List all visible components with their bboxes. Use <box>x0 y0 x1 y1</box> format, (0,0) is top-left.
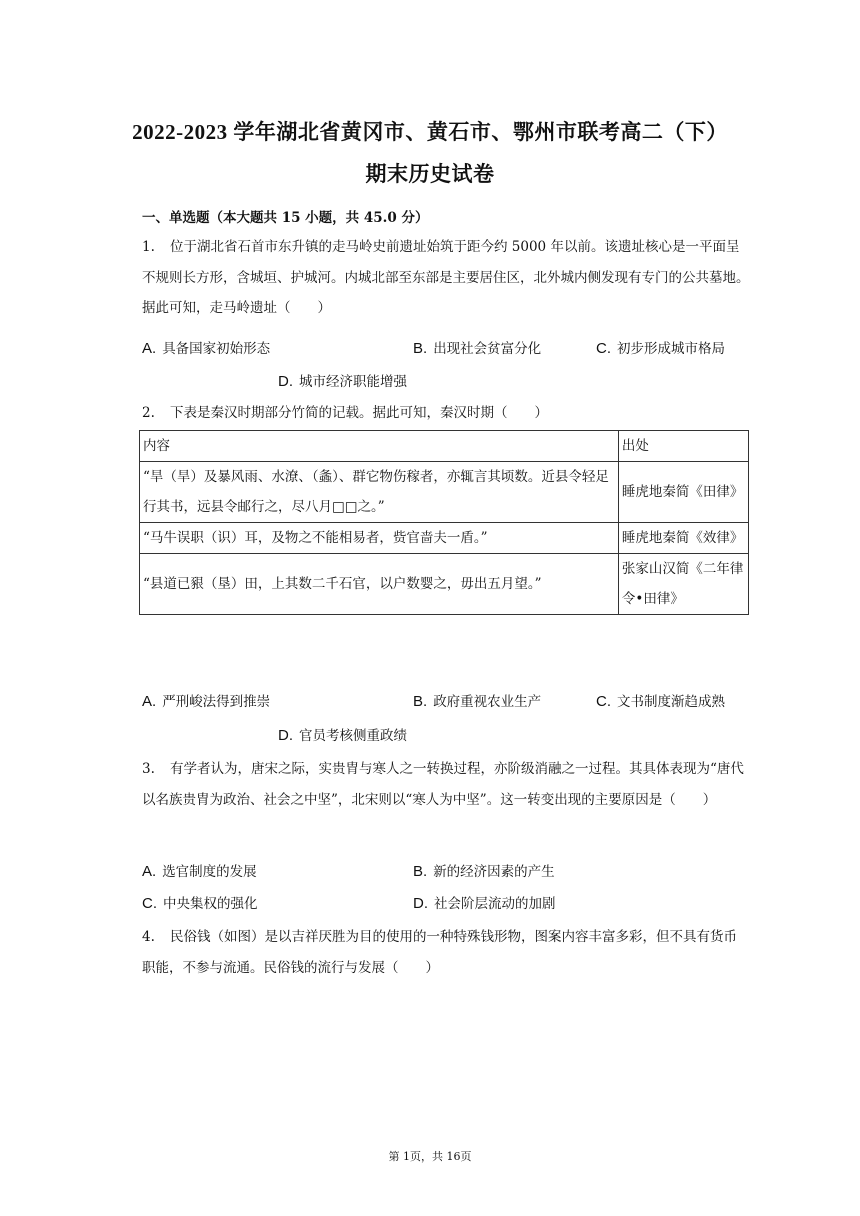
table-row <box>140 462 749 523</box>
table-header-cell: 出处 <box>618 431 748 462</box>
option-d: D. 官员考核侧重政绩 <box>278 727 407 744</box>
option-a: A. 严刑峻法得到推崇 <box>142 693 271 710</box>
question-4 <box>142 922 750 983</box>
table-cell: 张家山汉简《二年律令•田律》 <box>618 554 748 615</box>
question-number: 3. <box>142 761 155 777</box>
table-cell: 睡虎地秦简《效律》 <box>618 523 748 554</box>
table-row <box>140 554 749 615</box>
table-row <box>140 523 749 554</box>
table-header-cell: 内容 <box>140 431 619 462</box>
question-number: 1. <box>142 239 155 255</box>
option-d: D. 城市经济职能增强 <box>278 373 407 390</box>
table-cell: “旱（旱）及暴风雨、水潦、（螽）、群它物伤稼者，亦辄言其顷数。近县令轻足行其书，远县令邮行之，尽八月□□之。” <box>140 462 619 523</box>
option-c: C. 中央集权的强化 <box>142 895 258 912</box>
question-text: 位于湖北省石首市东升镇的走马岭史前遗址始筑于距今约 5000 年以前。该遗址核心是一平面呈不规则长方形，含城垣、护城河。内城北部至东部是主要居住区，北外城内侧发现有专门的公共墓地。据此可知，走马岭遗址（ ） <box>142 239 750 316</box>
question-3 <box>142 754 750 815</box>
question-text: 民俗钱（如图）是以吉祥厌胜为目的使用的一种特殊钱形物，图案内容丰富多彩，但不具有货币职能，不参与流通。民俗钱的流行与发展（ ） <box>142 929 737 976</box>
question-text: 下表是秦汉时期部分竹简的记载。据此可知，秦汉时期（ ） <box>170 405 548 421</box>
option-d: D. 社会阶层流动的加剧 <box>413 895 556 912</box>
question-text: 有学者认为，唐宋之际，实贵胄与寒人之一转换过程，亦阶级消融之一过程。其具体表现为“唐代以名族贵胄为政治、社会之中坚”，北宋则以“寒人为中坚”。这一转变出现的主要原因是（ ） <box>142 761 744 808</box>
table-cell: “马牛误职（识）耳，及物之不能相易者，赀官啬夫一盾。” <box>140 523 619 554</box>
option-b: B. 新的经济因素的产生 <box>413 863 555 880</box>
exam-title-line2: 期末历史试卷 <box>365 162 495 186</box>
question-number: 4. <box>142 929 155 945</box>
section-heading: 一、单选题（本大题共 15 小题，共 45.0 分） <box>142 210 429 226</box>
option-b: B. 出现社会贫富分化 <box>413 340 542 357</box>
option-c: C. 文书制度渐趋成熟 <box>596 693 725 710</box>
option-a: A. 具备国家初始形态 <box>142 340 271 357</box>
page-footer: 第 1页，共 16页 <box>388 1150 472 1163</box>
table-header-row <box>140 431 749 462</box>
option-c: C. 初步形成城市格局 <box>596 340 725 357</box>
bamboo-slips-table <box>139 430 749 615</box>
question-2 <box>142 398 750 429</box>
table-cell: “县道已豤（垦）田，上其数二千石官，以户数婴之，毋出五月望。” <box>140 554 619 615</box>
exam-title-line1: 2022-2023 学年湖北省黄冈市、黄石市、鄂州市联考高二（下） <box>132 120 728 144</box>
option-a: A. 选官制度的发展 <box>142 863 257 880</box>
table-cell: 睡虎地秦简《田律》 <box>618 462 748 523</box>
option-b: B. 政府重视农业生产 <box>413 693 542 710</box>
question-number: 2. <box>142 405 155 421</box>
question-1 <box>142 232 750 324</box>
